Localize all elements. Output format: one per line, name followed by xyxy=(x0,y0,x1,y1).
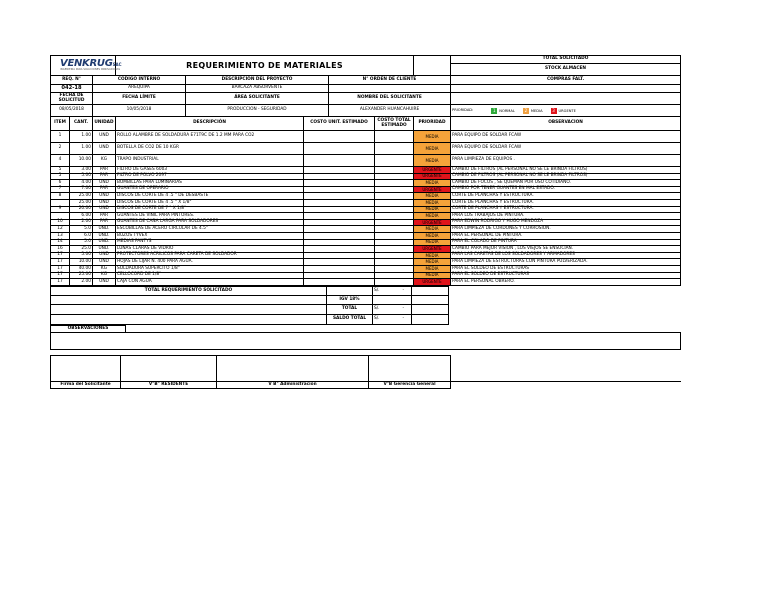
row-cant: 6.00 xyxy=(70,213,93,220)
row-descripcion: FILTRO DE GASES 6003 xyxy=(116,167,304,174)
row-item: 1 xyxy=(51,131,70,143)
row-item: 8 xyxy=(51,193,70,200)
row-costo-unit xyxy=(304,199,375,206)
row-descripcion: ESCOBILLAS DE ACERO CIRCULAR DE 4.5" xyxy=(116,226,304,233)
row-cant: 20.00 xyxy=(70,206,93,213)
row-prioridad: MEDIA xyxy=(414,131,451,143)
row-cant: 1.00 xyxy=(70,131,93,143)
row-costo-unit xyxy=(304,252,375,259)
row-costo-unit xyxy=(304,173,375,180)
row-observacion: PARA LOS TRABAJOS DE PINTURA. xyxy=(451,213,681,220)
row-costo-unit xyxy=(304,279,375,286)
igv-label: IGV 18% xyxy=(327,295,373,304)
row-costo-unit xyxy=(304,155,375,167)
row-item: 17 xyxy=(51,265,70,272)
row-item: 5 xyxy=(51,173,70,180)
row-observacion: CORTE DE PLANCHAS Y ESTRUCTURA. xyxy=(451,206,681,213)
legend-item-normal xyxy=(491,108,515,114)
col-descripcion: DESCRIPCIÓN xyxy=(116,117,304,131)
row-observacion: PARA LIMPIEZA DE CORDONES Y CORROSION. xyxy=(451,226,681,233)
row-unidad: UND xyxy=(93,193,116,200)
row-descripcion: FILTRO DE POLVO 2097 xyxy=(116,173,304,180)
col-costo-unit: COSTO UNIT. ESTIMADO xyxy=(304,117,375,131)
row-descripcion: HOJAS DE LIJAR N. 400 PARA AGUA. xyxy=(116,259,304,266)
row-unidad: UND xyxy=(93,180,116,187)
row-costo-unit xyxy=(304,167,375,174)
row-costo-total xyxy=(375,167,414,174)
row-unidad: UND xyxy=(93,131,116,143)
row-cant: 5.0 xyxy=(70,226,93,233)
row-costo-unit xyxy=(304,180,375,187)
legend-item-urgente xyxy=(551,108,576,114)
row-unidad: PAR xyxy=(93,219,116,226)
table-row xyxy=(51,155,681,167)
fecha-limite-value: 10/05/2018 xyxy=(93,105,186,117)
row-descripcion: DISCOS DE CORTE DE 4 .5 " X 1/8" xyxy=(116,199,304,206)
total-label: TOTAL xyxy=(327,304,373,314)
row-prioridad: URGENTE xyxy=(414,219,451,226)
col-prioridad: PRIORIDAD xyxy=(414,117,451,131)
row-unidad: UND. xyxy=(93,232,116,239)
observations-block xyxy=(50,325,681,356)
row-unidad: UND xyxy=(93,206,116,213)
table-row xyxy=(51,259,681,266)
table-row xyxy=(51,219,681,226)
total-value: S/. - xyxy=(373,304,412,314)
col-costo-total: COSTO TOTAL ESTIMADO xyxy=(375,117,414,131)
row-descripcion: ROLLO ALAMBRE DE SOLDADURA E71T9C DE 1.2 MM PARA CO2 xyxy=(116,131,304,143)
legend-label: URGENTE xyxy=(558,108,576,113)
row-cant: 25.0 xyxy=(70,246,93,253)
descripcion-proyecto-label: DESCRIPCIÓN DEL PROYECTO xyxy=(186,76,329,85)
row-costo-total xyxy=(375,265,414,272)
row-prioridad: MEDIA xyxy=(414,180,451,187)
nombre-solicitante-label: NOMBRE DEL SOLICITANTE xyxy=(329,93,451,105)
row-descripcion: DISCOS DE CORTE DE 4 .5 " DE DESBASTE xyxy=(116,193,304,200)
row-descripcion: MEDIAS PANTYS xyxy=(116,239,304,246)
row-costo-unit xyxy=(304,272,375,279)
total-req-value: S/. - xyxy=(373,286,412,295)
row-observacion: PARA EL SOLDEO DE ESTRUCTURAS xyxy=(451,272,681,279)
table-row xyxy=(51,226,681,233)
row-costo-unit xyxy=(304,219,375,226)
table-row xyxy=(51,143,681,155)
row-costo-total xyxy=(375,279,414,286)
table-row xyxy=(51,186,681,193)
row-costo-unit xyxy=(304,213,375,220)
fecha-solicitud-value: 08/05/2018 xyxy=(51,105,93,117)
row-observacion: CAMBIO DE FILTROS (AL PERSONAL NO SE LE BRINDA FILTROS) xyxy=(451,167,681,174)
legend-swatch: 2 xyxy=(524,107,528,113)
row-descripcion: GUANTES DE OPERARIO xyxy=(116,186,304,193)
row-prioridad: MEDIA xyxy=(414,226,451,233)
row-observacion: PARA EQUIPO DE SOLDAR FCAW xyxy=(451,131,681,143)
row-unidad: UND. xyxy=(93,226,116,233)
row-unidad: PAR xyxy=(93,167,116,174)
row-prioridad: URGENTE xyxy=(414,173,451,180)
row-unidad: UND. xyxy=(93,246,116,253)
priority-legend xyxy=(451,105,681,117)
row-descripcion: BOMBILLAS PARA LUMINARIAS xyxy=(116,180,304,187)
row-observacion: CAMBIO PARA MEJOR VISION , LOS VIEJOS SE ENSUCIAN. xyxy=(451,246,681,253)
row-unidad: UND xyxy=(93,259,116,266)
row-descripcion: BOTELLA DE CO2 DE 10 KGR xyxy=(116,143,304,155)
saldo-total-value: S/. - xyxy=(373,314,412,324)
row-costo-total xyxy=(375,206,414,213)
row-descripcion: DISCOS DE CORTE DE 7 " X 1/8" xyxy=(116,206,304,213)
fecha-solicitud-label: FECHA DE SOLICITUD xyxy=(51,93,93,105)
row-item: 4 xyxy=(51,155,70,167)
row-costo-total xyxy=(375,131,414,143)
row-prioridad: MEDIA xyxy=(414,265,451,272)
company-name: VENKRUG xyxy=(60,58,113,70)
row-prioridad: MEDIA xyxy=(414,239,451,246)
row-unidad: KG xyxy=(93,155,116,167)
vb-residente-label: V°B° RESIDENTE xyxy=(121,382,217,389)
row-observacion: PARA EL PERSONAL OBRERO. xyxy=(451,279,681,286)
row-costo-unit xyxy=(304,206,375,213)
signature-block xyxy=(50,355,681,389)
row-cant: 10.00 xyxy=(70,259,93,266)
area-solicitante-label: ÁREA SOLICITANTE xyxy=(186,93,329,105)
row-unidad: UND xyxy=(93,143,116,155)
row-prioridad: MEDIA xyxy=(414,193,451,200)
row-unidad: PAR xyxy=(93,173,116,180)
row-descripcion: GUANTES DE CAÑA LARGA PARA SOLDADORES xyxy=(116,219,304,226)
row-item: 6 xyxy=(51,180,70,187)
row-costo-unit xyxy=(304,259,375,266)
nombre-solicitante-value: ALEXANDER HUANCAHUIRE xyxy=(329,105,451,117)
row-item: 2 xyxy=(51,143,70,155)
row-observacion: CAMBIO DE FOCOS , SE QUEMAN POR USO COTIDIANO. xyxy=(451,180,681,187)
col-item: ITEM xyxy=(51,117,70,131)
row-prioridad: MEDIA xyxy=(414,213,451,220)
row-costo-total xyxy=(375,239,414,246)
row-costo-total xyxy=(375,186,414,193)
row-item: 17 xyxy=(51,279,70,286)
row-descripcion: CELLOCORD DE 1/8" xyxy=(116,272,304,279)
row-prioridad: MEDIA xyxy=(414,252,451,259)
table-row xyxy=(51,173,681,180)
row-costo-total xyxy=(375,232,414,239)
codigo-interno-label: CODIGO INTERNO xyxy=(93,76,186,85)
row-costo-unit xyxy=(304,193,375,200)
row-prioridad: MEDIA xyxy=(414,199,451,206)
row-observacion: CORTE DE PLANCHAS Y ESTRUCTURA. xyxy=(451,199,681,206)
table-row xyxy=(51,193,681,200)
row-cant: 3.00 xyxy=(70,167,93,174)
col-observacion: OBSERVACION xyxy=(451,117,681,131)
logo-cell xyxy=(51,56,122,76)
table-row xyxy=(51,272,681,279)
row-costo-total xyxy=(375,226,414,233)
row-unidad: PAR xyxy=(93,213,116,220)
row-prioridad: MEDIA xyxy=(414,206,451,213)
row-descripcion: LUNAS CLARAS DE VIDRIO xyxy=(116,246,304,253)
area-solicitante-value: PRODUCCION - SEGURIDAD xyxy=(186,105,329,117)
row-cant: 25.00 xyxy=(70,199,93,206)
row-item: 17 xyxy=(51,259,70,266)
row-unidad: UND xyxy=(93,252,116,259)
col-unidad: UNIDAD xyxy=(93,117,116,131)
row-cant: 5.00 xyxy=(70,173,93,180)
descripcion-proyecto-value: BARCAZA ABSORVENTE xyxy=(186,85,329,93)
row-costo-total xyxy=(375,219,414,226)
table-row xyxy=(51,265,681,272)
row-prioridad: MEDIA xyxy=(414,155,451,167)
row-costo-total xyxy=(375,155,414,167)
stock-almacen-label: STOCK ALMACEN xyxy=(451,64,681,76)
total-solicitado-label: TOTAL SOLICITADO xyxy=(451,56,681,64)
row-prioridad: MEDIA xyxy=(414,272,451,279)
row-costo-total xyxy=(375,252,414,259)
table-row xyxy=(51,252,681,259)
row-costo-unit xyxy=(304,239,375,246)
row-costo-unit xyxy=(304,265,375,272)
row-cant: 7.00 xyxy=(70,186,93,193)
row-descripcion: CAJA CON AGUA xyxy=(116,279,304,286)
row-cant: 2.00 xyxy=(70,219,93,226)
table-row xyxy=(51,206,681,213)
row-cant: 6.0 xyxy=(70,232,93,239)
row-item: 10 xyxy=(51,219,70,226)
fecha-limite-label: FECHA LÍMITE xyxy=(93,93,186,105)
row-item: 17 xyxy=(51,252,70,259)
row-unidad: UND xyxy=(93,199,116,206)
row-cant: 1.00 xyxy=(70,143,93,155)
legend-label: MEDIA xyxy=(530,108,543,113)
row-observacion: CAMBIO DE FILTROS (AL PERSONAL NO SE LE BRINDA FILTROS) xyxy=(451,173,681,180)
row-costo-unit xyxy=(304,232,375,239)
row-item: 5 xyxy=(51,167,70,174)
codigo-interno-value: AREQUIPA xyxy=(93,85,186,93)
row-item: 14 xyxy=(51,239,70,246)
row-prioridad: MEDIA xyxy=(414,143,451,155)
row-unidad: KG xyxy=(93,272,116,279)
req-no-value: 042-18 xyxy=(51,85,93,93)
vb-admin-label: V B° Administración xyxy=(217,382,369,389)
row-observacion: CORTE DE PLANCHAS Y ESTRUCTURA. xyxy=(451,193,681,200)
req-no-label: REQ. N° xyxy=(51,76,93,85)
legend-swatch: 3 xyxy=(552,107,555,113)
row-costo-unit xyxy=(304,143,375,155)
row-observacion: PARA LAS CARETAS DE LOS SOLDADORES Y ARMADORES xyxy=(451,252,681,259)
row-prioridad: URGENTE xyxy=(414,246,451,253)
saldo-total-label: SALDO TOTAL xyxy=(327,314,373,324)
orden-cliente-label: N° ORDEN DE CLIENTE xyxy=(329,76,451,85)
table-row xyxy=(51,131,681,143)
row-costo-total xyxy=(375,193,414,200)
row-costo-total xyxy=(375,246,414,253)
row-observacion: PARA EL SOLDEO DE ESTRUCTURAS xyxy=(451,265,681,272)
row-cant: 25.00 xyxy=(70,193,93,200)
row-cant: 5.00 xyxy=(70,252,93,259)
row-observacion: PARA LIMPIEZA DE ESTRUCTURAS CON PINTURA PULVERIZADA. xyxy=(451,259,681,266)
row-costo-unit xyxy=(304,226,375,233)
row-observacion: CAMBIO POR TENER GUANTES EN MAL ESTADO. xyxy=(451,186,681,193)
legend-label: NORMAL xyxy=(499,108,515,113)
row-costo-total xyxy=(375,180,414,187)
requirement-table xyxy=(50,55,681,286)
row-observacion: PARA EDWIN RODRIGO Y HUGO MENDOZA xyxy=(451,219,681,226)
row-item: 13 xyxy=(51,232,70,239)
row-observacion: PARA EL COLADO DE PINTURA xyxy=(451,239,681,246)
row-cant: 10.00 xyxy=(70,155,93,167)
row-cant: 40.00 xyxy=(70,265,93,272)
row-descripcion: GUANTES DE VINIL PARA PINTORES. xyxy=(116,213,304,220)
row-cant: 4.00 xyxy=(70,180,93,187)
row-item: 9 xyxy=(51,206,70,213)
requirement-sheet xyxy=(50,55,680,389)
row-costo-total xyxy=(375,272,414,279)
totals-and-signatures xyxy=(50,286,681,325)
col-cant: CANT. xyxy=(70,117,93,131)
row-unidad: UND xyxy=(93,279,116,286)
row-costo-unit xyxy=(304,246,375,253)
row-costo-total xyxy=(375,259,414,266)
observaciones-area xyxy=(51,332,681,349)
row-cant: 5.0 xyxy=(70,239,93,246)
row-unidad: UND. xyxy=(93,239,116,246)
row-cant: 25.00 xyxy=(70,272,93,279)
row-costo-unit xyxy=(304,131,375,143)
total-requerimiento-label: TOTAL REQUERIMIENTO SOLICITADO xyxy=(51,286,327,295)
row-prioridad: URGENTE xyxy=(414,167,451,174)
firma-solicitante-label: Firma del Solicitante xyxy=(51,382,121,389)
row-observacion: PARA EQUIPO DE SOLDAR FCAW xyxy=(451,143,681,155)
table-row xyxy=(51,239,681,246)
row-cant: 2.00 xyxy=(70,279,93,286)
company-suffix: SAC xyxy=(112,62,122,68)
row-unidad: KG xyxy=(93,265,116,272)
row-item: 7 xyxy=(51,186,70,193)
compras-falt-label: COMPRAS FALT. xyxy=(451,76,681,85)
legend-swatch: 1 xyxy=(493,107,496,113)
row-prioridad: URGENTE xyxy=(414,186,451,193)
row-observacion: PARA LIMPIEZA DE EQUIPOS . xyxy=(451,155,681,167)
row-item: 16 xyxy=(51,246,70,253)
observaciones-label: OBSERVACIONES xyxy=(51,325,126,332)
row-costo-total xyxy=(375,173,414,180)
row-observacion: PARA EL PERSONAL DE PINTURA. xyxy=(451,232,681,239)
vb-gerencia-label: V°B Gerencia General xyxy=(369,382,451,389)
row-descripcion: PROTECTORES ACRILICOS PARA CARETA DE SOLDADOR xyxy=(116,252,304,259)
company-tagline: INGENIERIA PARA SOLUCIONES INNOVADORAS xyxy=(60,68,121,72)
row-costo-total xyxy=(375,143,414,155)
row-descripcion: TRAPO INDUSTRIAL xyxy=(116,155,304,167)
row-costo-total xyxy=(375,213,414,220)
row-unidad: PAR xyxy=(93,186,116,193)
row-costo-total xyxy=(375,199,414,206)
legend-item-media xyxy=(523,108,543,114)
row-descripcion: BUZOS TYVEX xyxy=(116,232,304,239)
row-prioridad: MEDIA xyxy=(414,259,451,266)
row-descripcion: SOLDADURA SUPERCITO 1/8" xyxy=(116,265,304,272)
row-prioridad: MEDIA xyxy=(414,232,451,239)
document-title: REQUERIMIENTO DE MATERIALES xyxy=(116,56,414,76)
row-prioridad: URGENTE xyxy=(414,279,451,286)
row-item: 12 xyxy=(51,226,70,233)
prioridad-legend-label: PRIORIDAD: xyxy=(452,107,474,112)
row-costo-unit xyxy=(304,186,375,193)
table-row xyxy=(51,279,681,286)
row-item: 17 xyxy=(51,272,70,279)
